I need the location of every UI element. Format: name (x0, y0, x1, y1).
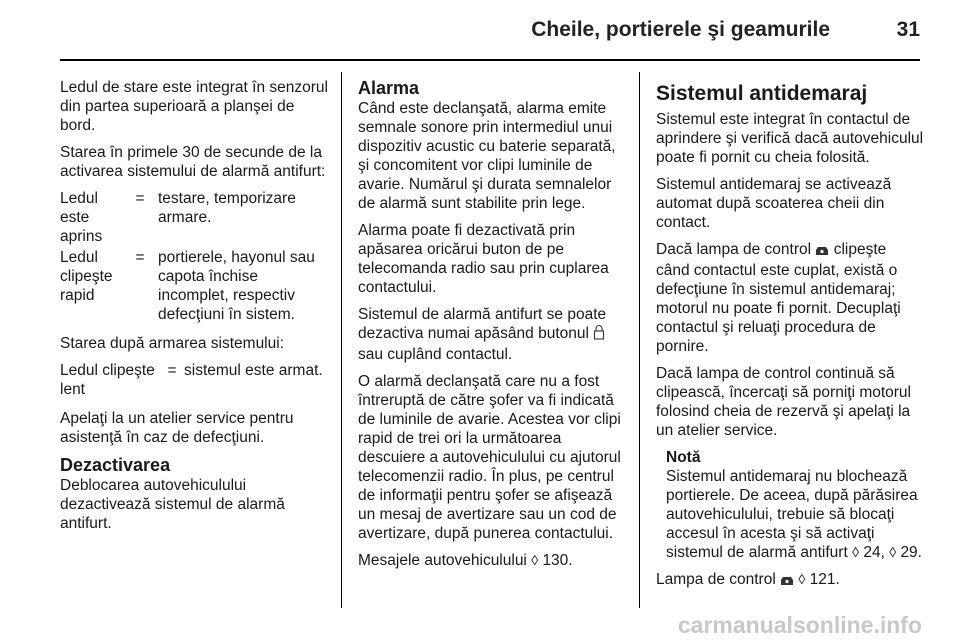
text: clipeşte când contactul este cuplat, există o defecţiune în sistemul antidemaraj; motorul nu poate fi pornit. Decuplaţi contactul şi reluaţi procedura de pornire. (656, 241, 901, 355)
page-reference[interactable]: 29. (900, 544, 922, 561)
page-reference[interactable]: 130. (542, 552, 573, 569)
page-reference-icon: ◊ (798, 571, 806, 587)
paragraph: Sistemul este integrat în contactul de aprindere şi verifică dacă autovehiculul poate fi pornit cu cheia folosită. (656, 111, 924, 166)
paragraph: Alarma poate fi dezactivată prin apăsarea oricărui buton de pe telecomanda radio sau prin cuplarea contactului. (358, 222, 609, 296)
heading-dezactivarea: Dezactivarea (60, 455, 171, 475)
page-reference-icon: ◊ (889, 544, 897, 560)
table-row (60, 248, 332, 326)
table-definition: sistemul este armat. (184, 362, 323, 379)
table-row (60, 189, 332, 248)
text: sau cuplând contactul. (358, 346, 513, 363)
immobiliser-warning-icon (780, 572, 794, 591)
text: Sistemul de alarmă antifurt se poate dezactiva numai apăsând butonul (358, 306, 607, 342)
page-reference-icon: ◊ (531, 552, 539, 568)
immobiliser-warning-icon (815, 242, 829, 261)
text: Dacă lampa de control (656, 241, 812, 258)
note-text (666, 467, 924, 562)
page-header (0, 0, 960, 60)
page-reference[interactable]: 121. (809, 571, 840, 588)
paragraph: Apelaţi la un atelier service pentru asistenţă în caz de defecţiuni. (60, 410, 294, 446)
paragraph: Ledul de stare este integrat în senzorul din partea superioară a planşei de bord. (60, 79, 328, 134)
table-equals: = (167, 362, 177, 379)
header-rule (60, 59, 920, 61)
table-definition: portierele, hayonul sau capota închise incomplet, respectiv defecţiuni în sistem. (158, 249, 315, 323)
table-equals: = (135, 249, 145, 266)
page-reference-icon: ◊ (852, 544, 860, 560)
page-number: 31 (896, 18, 920, 41)
table-term: Ledul clipeşte lent (60, 362, 155, 398)
text: Sistemul antidemaraj nu blochează portierele. De aceea, după părăsirea autovehiculului, trebuie să blocaţi accesul în acesta şi să activaţi sistemul de alarmă antifurt (666, 468, 918, 561)
column-middle (358, 78, 626, 578)
heading-alarma: Alarma (358, 78, 420, 98)
text: Mesajele autovehiculului (358, 552, 527, 569)
table-definition: testare, temporizare armare. (158, 190, 296, 226)
paragraph: Sistemul antidemaraj se activează automat după scoaterea cheii din contact. (656, 176, 892, 231)
paragraph (656, 570, 924, 591)
text: Lampa de control (656, 571, 776, 588)
column-divider-1 (341, 72, 342, 608)
note-box (666, 448, 924, 562)
note-title: Notă (666, 449, 701, 466)
status-table-armed (60, 361, 332, 401)
column-right (656, 82, 924, 599)
lock-button-icon (593, 324, 605, 345)
column-divider-2 (639, 72, 640, 608)
page-reference[interactable]: 24, (863, 544, 885, 561)
table-term: Ledul este aprins (60, 190, 103, 245)
paragraph: O alarmă declanşată care nu a fost întreruptă de către şofer va fi indicată de luminile de avarie. Acestea vor clipi rapid de trei ori la următoarea descuiere a autovehiculului cu ajutorul telecomenzii radio. În plus, pe centrul de informaţii pentru şofer se afişează un mesaj de avertizare sau un cod de avertizare, după punerea contactului. (358, 373, 621, 542)
table-term: Ledul clipeşte rapid (60, 249, 113, 304)
paragraph: Starea în primele 30 de secunde de la activarea sistemului de alarmă antifurt: (60, 144, 326, 180)
heading-sistemul-antidemaraj: Sistemul antidemaraj (656, 82, 868, 105)
column-left (60, 78, 332, 541)
paragraph (358, 305, 626, 364)
paragraph: Starea după armarea sistemului: (60, 335, 285, 352)
page-title: Cheile, portierele şi geamurile (531, 18, 830, 41)
paragraph (656, 240, 924, 356)
paragraph: Când este declanşată, alarma emite semnale sonore prin intermediul unui dispozitiv acustic cu baterie separată, şi concomitent vor clipi luminile de avarie. Numărul şi durata semnalelor de alarmă sunt stabilite prin lege. (358, 100, 616, 212)
status-table-initial (60, 189, 332, 326)
table-equals: = (135, 190, 145, 207)
paragraph: Deblocarea autovehiculului dezactivează sistemul de alarmă antifurt. (60, 477, 285, 532)
table-row (60, 361, 332, 401)
watermark: carmanualsonline.info (677, 612, 922, 638)
paragraph: Dacă lampa de control continuă să clipească, încercaţi să porniţi motorul folosind cheia de rezervă şi apelaţi la un atelier service. (656, 365, 912, 439)
paragraph (358, 551, 626, 570)
